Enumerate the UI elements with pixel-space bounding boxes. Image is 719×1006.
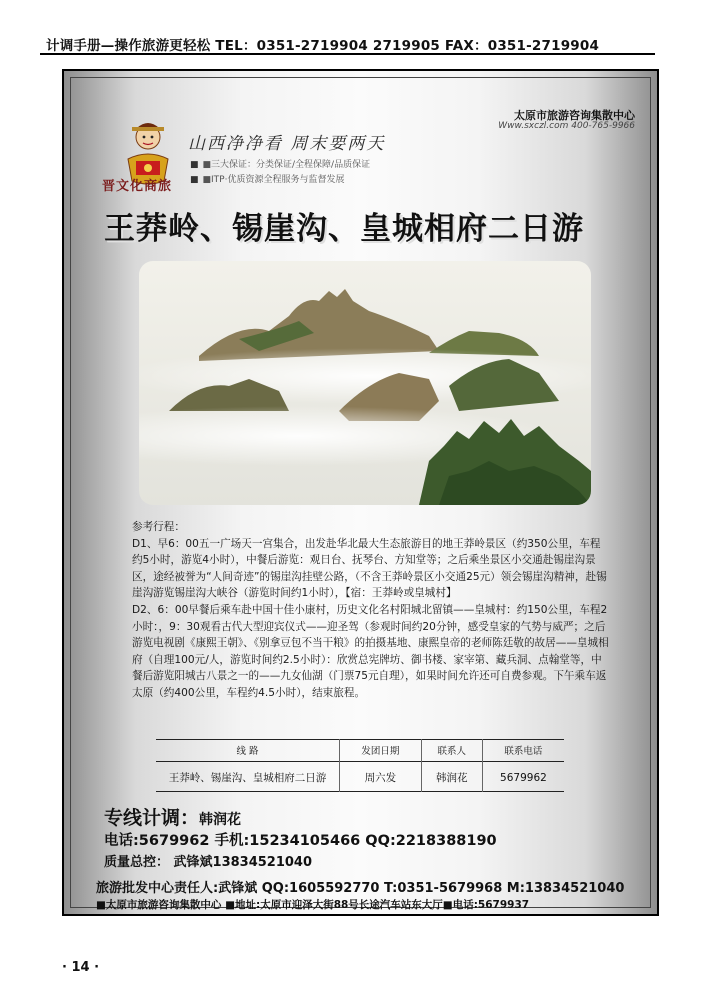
agency-website: Www.sxczl.com 400-765-9966 xyxy=(498,121,635,131)
col-contact: 联系人 xyxy=(421,740,482,762)
phone-line: 电话:5679962 手机:15234105466 QQ:2218388190 xyxy=(104,833,497,849)
supervisor-line: 质量总控： 武锋斌13834521040 xyxy=(104,855,313,870)
route-cell: 王莽岭、锡崖沟、皇城相府二日游 xyxy=(168,772,327,784)
date-cell: 周六发 xyxy=(340,762,422,792)
route-table xyxy=(156,739,564,792)
advert-frame xyxy=(62,69,659,916)
coordinator-label: 专线计调： xyxy=(104,807,200,829)
itinerary-heading: 参考行程： xyxy=(132,521,185,533)
coordinator xyxy=(104,803,241,830)
page-header: 计调手册—操作旅游更轻松 TEL：0351-2719904 2719905 FAX：0351-2719904 xyxy=(46,38,600,54)
slogan: 山西净净看 周末要两天 xyxy=(188,134,386,154)
footer-line-2: ■太原市旅游咨询集散中心 ■地址:太原市迎泽大街88号长途汽车站东大厅■电话:5679937 xyxy=(96,899,530,911)
itinerary-day2: D2、6：00早餐后乘车赴中国十佳小康村，历史文化名村阳城北留镇——皇城村：约150公里，车程2小时：，9：30观看古代大型迎宾仪式——迎圣驾（参观时间约20分钟，感受皇家的气势与威严；之后游览电视剧《康熙王朝》、《别拿豆包不当干粮》的拍摄基地、康熙皇帝的老师陈廷敬的故居——皇城相府（自理100元/人，游览时间约2.5小时）：欣赏总宪牌坊、御书楼、家宰第、藏兵洞、点翰堂等，中餐后游览阳城古八景之一的——九女仙湖（门票75元自理），如果时间允许还可自费参观。下午乘车返太原（约400公里，车程约4.5小时），结束旅程。 xyxy=(132,603,609,699)
page-number: · 14 · xyxy=(62,960,100,975)
mountain-photo xyxy=(139,261,591,505)
route-table-header xyxy=(156,740,564,762)
contact-cell: 韩润花 xyxy=(421,762,482,792)
tour-title: 王莽岭、锡崖沟、皇城相府二日游 xyxy=(104,211,584,247)
brand-bullet-2: ■ ■ITP·优质资源全程服务与监督发展 xyxy=(190,172,344,185)
phone-cell: 5679962 xyxy=(482,762,564,792)
col-route: 线 路 xyxy=(236,746,259,757)
header-rule xyxy=(40,53,655,55)
itinerary-day1: D1、早6：00五一广场天一宫集合，出发赴华北最大生态旅游目的地王莽岭景区（约350公里，车程约5小时，游览4小时），中餐后游览：观日台、抚琴台、方知堂等；之后乘坐景区小交通赴锡崖沟景区，途经被誉为“人间奇迹”的锡崖沟挂壁公路，（不含王莽岭景区小交通25元）领会锡崖沟精神，赴锡崖沟游览锡崖沟大峡谷（游览时间约1小时），【宿：王莽岭或皇城村】 xyxy=(132,537,607,600)
col-phone: 联系电话 xyxy=(482,740,564,762)
col-date: 发团日期 xyxy=(340,740,422,762)
coordinator-name: 韩润花 xyxy=(199,812,242,828)
brand-bullet-1: ■ ■三大保证：分类保证/全程保障/品质保证 xyxy=(190,157,370,170)
footer-line-1: 旅游批发中心责任人:武锋斌 QQ:1605592770 T:0351-5679968 M:13834521040 xyxy=(96,881,625,896)
table-row xyxy=(156,762,564,792)
brand-name: 晋文化商旅 xyxy=(102,179,173,194)
itinerary xyxy=(132,519,610,702)
agency-name: 太原市旅游咨询集散中心 xyxy=(514,109,635,122)
